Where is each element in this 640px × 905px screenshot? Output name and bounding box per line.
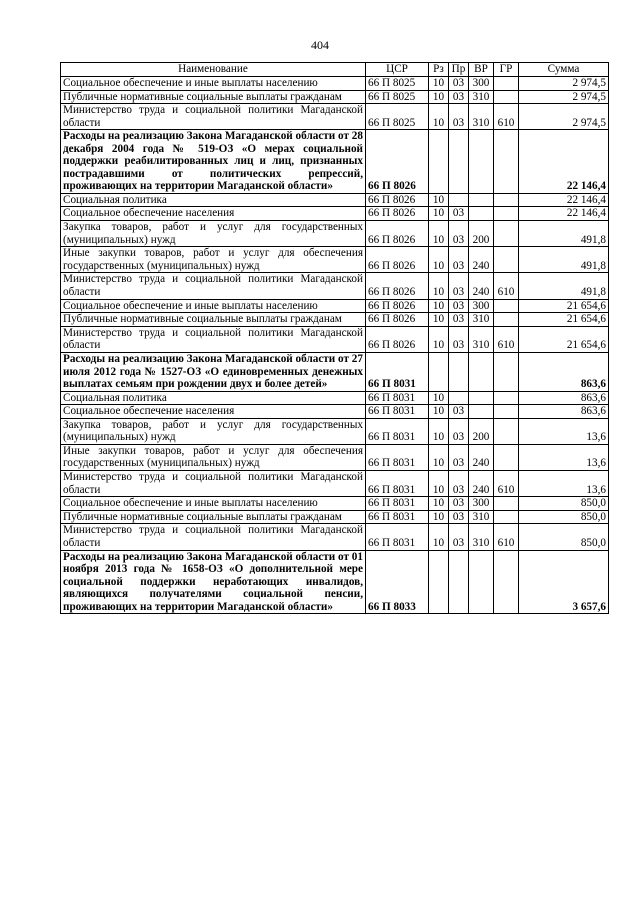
cell-pr: 03 [449,524,469,550]
cell-gr: 610 [494,273,519,299]
table-row [61,353,609,392]
cell-gr [494,550,519,614]
cell-sum: 863,6 [519,405,609,419]
cell-vr: 240 [469,444,494,470]
header-csr: ЦСР [366,63,429,77]
cell-name: Министерство труда и социальной политики Магаданской области [61,273,366,299]
cell-csr: 66 П 8033 [366,550,429,614]
cell-sum: 13,6 [519,444,609,470]
cell-vr [469,550,494,614]
cell-sum: 863,6 [519,353,609,392]
table-body [61,77,609,614]
cell-sum: 2 974,5 [519,104,609,130]
cell-name: Расходы на реализацию Закона Магаданской области от 01 ноября 2013 года № 1658-ОЗ «О дополнительной мере социальной поддержки неработающих инвалидов, являющихся получателями социальной пенсии, проживающих на территории Магаданской области» [61,550,366,614]
cell-name: Социальное обеспечение населения [61,405,366,419]
cell-gr [494,313,519,327]
cell-rz: 10 [429,104,449,130]
cell-rz: 10 [429,299,449,313]
table-row [61,405,609,419]
cell-pr: 03 [449,247,469,273]
cell-pr: 03 [449,418,469,444]
cell-pr: 03 [449,299,469,313]
cell-gr: 610 [494,104,519,130]
cell-gr [494,130,519,194]
cell-sum: 491,8 [519,221,609,247]
cell-gr [494,193,519,207]
cell-gr [494,391,519,405]
header-vr: ВР [469,63,494,77]
cell-gr [494,353,519,392]
cell-csr: 66 П 8031 [366,405,429,419]
cell-rz: 10 [429,418,449,444]
cell-vr: 310 [469,524,494,550]
cell-vr [469,391,494,405]
cell-pr: 03 [449,90,469,104]
cell-gr: 610 [494,326,519,352]
cell-gr [494,418,519,444]
cell-pr [449,193,469,207]
cell-vr: 310 [469,104,494,130]
cell-gr [494,221,519,247]
cell-csr: 66 П 8026 [366,326,429,352]
table-row [61,247,609,273]
cell-gr [494,444,519,470]
table-row [61,221,609,247]
cell-name: Публичные нормативные социальные выплаты гражданам [61,90,366,104]
cell-sum: 22 146,4 [519,193,609,207]
cell-gr: 610 [494,524,519,550]
cell-csr: 66 П 8031 [366,497,429,511]
cell-name: Социальное обеспечение и иные выплаты населению [61,299,366,313]
cell-rz: 10 [429,391,449,405]
cell-pr: 03 [449,77,469,91]
cell-name: Иные закупки товаров, работ и услуг для обеспечения государственных (муниципальных) нужд [61,444,366,470]
cell-name: Социальная политика [61,193,366,207]
table-row [61,77,609,91]
cell-gr [494,405,519,419]
table-row [61,418,609,444]
cell-vr: 240 [469,247,494,273]
table-row [61,510,609,524]
cell-rz: 10 [429,444,449,470]
cell-pr: 03 [449,207,469,221]
cell-gr [494,299,519,313]
cell-pr [449,353,469,392]
cell-sum: 13,6 [519,418,609,444]
cell-sum: 850,0 [519,510,609,524]
cell-pr [449,550,469,614]
cell-gr [494,497,519,511]
cell-pr: 03 [449,326,469,352]
cell-vr [469,353,494,392]
cell-rz: 10 [429,193,449,207]
cell-csr: 66 П 8026 [366,207,429,221]
cell-name: Социальная политика [61,391,366,405]
table-row [61,273,609,299]
cell-pr: 03 [449,471,469,497]
header-gr: ГР [494,63,519,77]
cell-pr [449,391,469,405]
page-number: 404 [311,38,329,52]
cell-name: Социальное обеспечение населения [61,207,366,221]
table-row [61,391,609,405]
cell-pr: 03 [449,221,469,247]
table-row [61,444,609,470]
cell-sum: 491,8 [519,247,609,273]
cell-gr: 610 [494,471,519,497]
cell-rz [429,550,449,614]
cell-name: Закупка товаров, работ и услуг для государственных (муниципальных) нужд [61,418,366,444]
table-row [61,524,609,550]
table-row [61,326,609,352]
cell-rz: 10 [429,77,449,91]
cell-sum: 21 654,6 [519,299,609,313]
cell-sum: 850,0 [519,524,609,550]
header-sum: Сумма [519,63,609,77]
cell-pr: 03 [449,497,469,511]
cell-csr: 66 П 8031 [366,391,429,405]
cell-vr: 310 [469,510,494,524]
cell-gr [494,90,519,104]
cell-rz: 10 [429,524,449,550]
cell-vr: 300 [469,299,494,313]
cell-pr: 03 [449,510,469,524]
cell-vr: 300 [469,497,494,511]
cell-name: Публичные нормативные социальные выплаты гражданам [61,510,366,524]
cell-vr: 200 [469,221,494,247]
cell-name: Закупка товаров, работ и услуг для государственных (муниципальных) нужд [61,221,366,247]
table-row [61,90,609,104]
table-row [61,550,609,614]
cell-rz [429,353,449,392]
table-row [61,471,609,497]
cell-gr [494,510,519,524]
table-row [61,104,609,130]
header-name: Наименование [61,63,366,77]
cell-sum: 13,6 [519,471,609,497]
cell-sum: 21 654,6 [519,313,609,327]
cell-name: Расходы на реализацию Закона Магаданской области от 27 июля 2012 года № 1527-ОЗ «О единовременных денежных выплатах семьям при рождении двух и более детей» [61,353,366,392]
cell-name: Социальное обеспечение и иные выплаты населению [61,497,366,511]
cell-sum: 863,6 [519,391,609,405]
cell-csr: 66 П 8025 [366,104,429,130]
cell-pr [449,130,469,194]
cell-sum: 491,8 [519,273,609,299]
cell-rz: 10 [429,405,449,419]
cell-csr: 66 П 8026 [366,130,429,194]
table-row [61,299,609,313]
cell-rz: 10 [429,247,449,273]
cell-csr: 66 П 8026 [366,193,429,207]
cell-rz: 10 [429,221,449,247]
cell-name: Министерство труда и социальной политики Магаданской области [61,471,366,497]
cell-vr: 310 [469,326,494,352]
cell-pr: 03 [449,104,469,130]
cell-csr: 66 П 8031 [366,510,429,524]
cell-sum: 22 146,4 [519,130,609,194]
cell-vr [469,405,494,419]
cell-csr: 66 П 8031 [366,418,429,444]
cell-csr: 66 П 8026 [366,247,429,273]
cell-csr: 66 П 8026 [366,313,429,327]
table-header-row [61,63,609,77]
cell-pr: 03 [449,444,469,470]
cell-pr: 03 [449,405,469,419]
cell-sum: 2 974,5 [519,90,609,104]
table-row [61,207,609,221]
cell-name: Министерство труда и социальной политики Магаданской области [61,524,366,550]
cell-sum: 2 974,5 [519,77,609,91]
cell-rz: 10 [429,207,449,221]
cell-csr: 66 П 8025 [366,90,429,104]
cell-vr [469,193,494,207]
cell-csr: 66 П 8026 [366,273,429,299]
cell-vr [469,207,494,221]
cell-name: Иные закупки товаров, работ и услуг для обеспечения государственных (муниципальных) нужд [61,247,366,273]
cell-rz: 10 [429,510,449,524]
cell-name: Публичные нормативные социальные выплаты гражданам [61,313,366,327]
cell-vr: 240 [469,471,494,497]
cell-rz: 10 [429,273,449,299]
cell-gr [494,247,519,273]
cell-rz: 10 [429,497,449,511]
table-row [61,497,609,511]
cell-rz [429,130,449,194]
cell-rz: 10 [429,90,449,104]
cell-name: Расходы на реализацию Закона Магаданской области от 28 декабря 2004 года № 519-ОЗ «О мерах социальной поддержки реабилитированных лиц и лиц, признанных пострадавшими от политических репрессий, проживающих на территории Магаданской области» [61,130,366,194]
cell-sum: 22 146,4 [519,207,609,221]
cell-gr [494,77,519,91]
header-rz: Рз [429,63,449,77]
table-row [61,313,609,327]
cell-vr: 310 [469,313,494,327]
cell-rz: 10 [429,471,449,497]
cell-sum: 3 657,6 [519,550,609,614]
cell-vr: 200 [469,418,494,444]
cell-name: Министерство труда и социальной политики Магаданской области [61,326,366,352]
cell-csr: 66 П 8026 [366,221,429,247]
cell-gr [494,207,519,221]
cell-csr: 66 П 8031 [366,524,429,550]
cell-name: Социальное обеспечение и иные выплаты населению [61,77,366,91]
cell-vr [469,130,494,194]
cell-csr: 66 П 8031 [366,353,429,392]
cell-name: Министерство труда и социальной политики Магаданской области [61,104,366,130]
cell-vr: 310 [469,90,494,104]
cell-vr: 300 [469,77,494,91]
header-pr: Пр [449,63,469,77]
cell-csr: 66 П 8031 [366,471,429,497]
cell-sum: 21 654,6 [519,326,609,352]
cell-csr: 66 П 8026 [366,299,429,313]
table-row [61,193,609,207]
cell-rz: 10 [429,326,449,352]
cell-csr: 66 П 8031 [366,444,429,470]
cell-pr: 03 [449,273,469,299]
cell-vr: 240 [469,273,494,299]
table-row [61,130,609,194]
budget-table [60,62,609,614]
cell-rz: 10 [429,313,449,327]
cell-csr: 66 П 8025 [366,77,429,91]
cell-sum: 850,0 [519,497,609,511]
cell-pr: 03 [449,313,469,327]
